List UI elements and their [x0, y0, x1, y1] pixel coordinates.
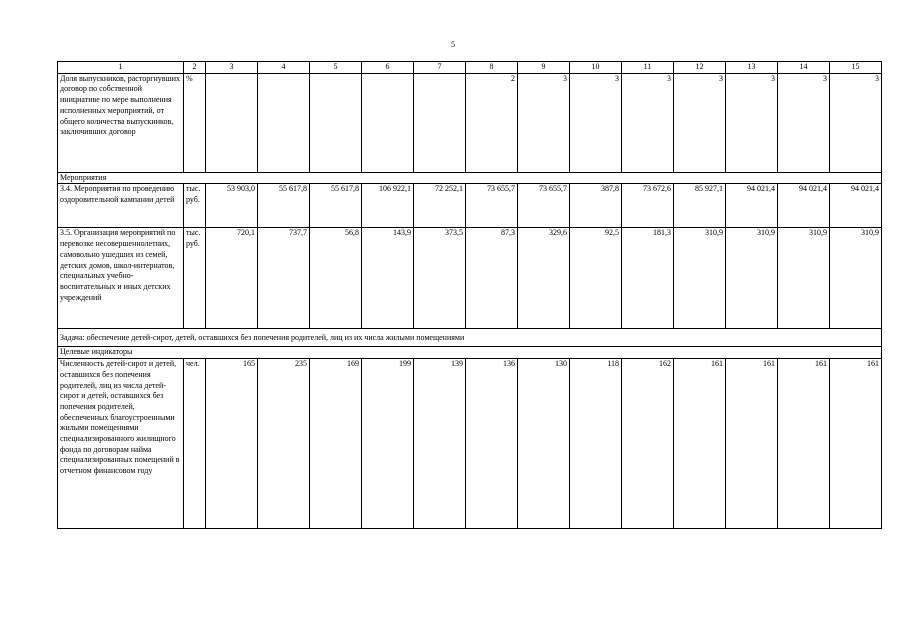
column-header: 5 [310, 62, 362, 74]
value-cell: 199 [362, 359, 414, 529]
value-cell: 3 [570, 73, 622, 172]
unit-cell: чел. [184, 359, 206, 529]
value-cell: 3 [674, 73, 726, 172]
value-cell: 161 [778, 359, 830, 529]
value-cell: 181,3 [622, 228, 674, 329]
value-cell: 94 021,4 [830, 184, 882, 228]
value-cell: 162 [622, 359, 674, 529]
indicator-description: Численность детей-сирот и детей, оставшихся без попечения родителей, лиц из числа детей-сирот и детей, оставшихся без попечения родителей, обеспеченных благоустроенными жилыми помещениями специализированного жилищного фонда по договорам найма специализированных помещений в отчетном финансовом году [58, 359, 184, 529]
value-cell: 87,3 [466, 228, 518, 329]
indicator-description: 3.5. Организация мероприятий по перевозке несовершеннолетних, самовольно ушедших из семей, детских домов, школ-интернатов, специальных учебно-воспитательных и иных детских учреждений [58, 228, 184, 329]
column-header: 12 [674, 62, 726, 74]
value-cell: 3 [778, 73, 830, 172]
unit-cell: тыс. руб. [184, 184, 206, 228]
value-cell: 118 [570, 359, 622, 529]
column-header: 15 [830, 62, 882, 74]
value-cell: 72 252,1 [414, 184, 466, 228]
unit-cell: % [184, 73, 206, 172]
value-cell: 143,9 [362, 228, 414, 329]
value-cell: 94 021,4 [778, 184, 830, 228]
task-text: Задача: обеспечение детей-сирот, детей, оставшихся без попечения родителей, лиц из их числа жилыми помещениями [58, 329, 882, 347]
column-header: 3 [206, 62, 258, 74]
value-cell: 55 617,8 [310, 184, 362, 228]
value-cell: 720,1 [206, 228, 258, 329]
value-cell: 161 [674, 359, 726, 529]
value-cell: 310,9 [830, 228, 882, 329]
value-cell: 139 [414, 359, 466, 529]
value-cell: 136 [466, 359, 518, 529]
value-cell: 310,9 [726, 228, 778, 329]
value-cell: 55 617,8 [258, 184, 310, 228]
table-row [58, 359, 882, 529]
section-row [58, 172, 882, 184]
indicator-description: Доля выпускников, расторгнувших договор по собственной инициативе по мере выполнения исполненных мероприятий, от общего количества выпускников, заключивших договор [58, 73, 184, 172]
value-cell [310, 73, 362, 172]
data-table [57, 61, 882, 529]
task-row [58, 329, 882, 347]
value-cell: 310,9 [674, 228, 726, 329]
value-cell: 130 [518, 359, 570, 529]
column-header: 6 [362, 62, 414, 74]
page-number: 5 [451, 40, 455, 49]
value-cell: 737,7 [258, 228, 310, 329]
value-cell: 3 [622, 73, 674, 172]
value-cell: 92,5 [570, 228, 622, 329]
column-header: 9 [518, 62, 570, 74]
value-cell: 73 655,7 [518, 184, 570, 228]
value-cell: 73 672,6 [622, 184, 674, 228]
value-cell: 329,6 [518, 228, 570, 329]
value-cell: 169 [310, 359, 362, 529]
column-header: 7 [414, 62, 466, 74]
value-cell: 94 021,4 [726, 184, 778, 228]
indicator-description: 3.4. Мероприятия по проведению оздоровительной кампании детей [58, 184, 184, 228]
value-cell: 373,5 [414, 228, 466, 329]
value-cell: 3 [518, 73, 570, 172]
table-row [58, 228, 882, 329]
column-header: 2 [184, 62, 206, 74]
value-cell: 165 [206, 359, 258, 529]
column-header: 4 [258, 62, 310, 74]
value-cell: 2 [466, 73, 518, 172]
value-cell [258, 73, 310, 172]
unit-cell: тыс. руб. [184, 228, 206, 329]
value-cell: 161 [830, 359, 882, 529]
value-cell: 387,8 [570, 184, 622, 228]
column-header: 13 [726, 62, 778, 74]
column-header: 8 [466, 62, 518, 74]
value-cell: 3 [830, 73, 882, 172]
value-cell [206, 73, 258, 172]
section-row [58, 347, 882, 359]
value-cell: 85 927,1 [674, 184, 726, 228]
column-header: 1 [58, 62, 184, 74]
value-cell [362, 73, 414, 172]
column-header: 11 [622, 62, 674, 74]
header-row [58, 62, 882, 74]
section-title-measures: Мероприятия [58, 172, 882, 184]
value-cell: 56,8 [310, 228, 362, 329]
value-cell: 73 655,7 [466, 184, 518, 228]
value-cell: 53 903,0 [206, 184, 258, 228]
value-cell: 310,9 [778, 228, 830, 329]
column-header: 14 [778, 62, 830, 74]
value-cell: 3 [726, 73, 778, 172]
value-cell [414, 73, 466, 172]
column-header: 10 [570, 62, 622, 74]
value-cell: 106 922,1 [362, 184, 414, 228]
section-title-targets: Целевые индикаторы [58, 347, 882, 359]
table-row [58, 73, 882, 172]
value-cell: 235 [258, 359, 310, 529]
table-row [58, 184, 882, 228]
value-cell: 161 [726, 359, 778, 529]
